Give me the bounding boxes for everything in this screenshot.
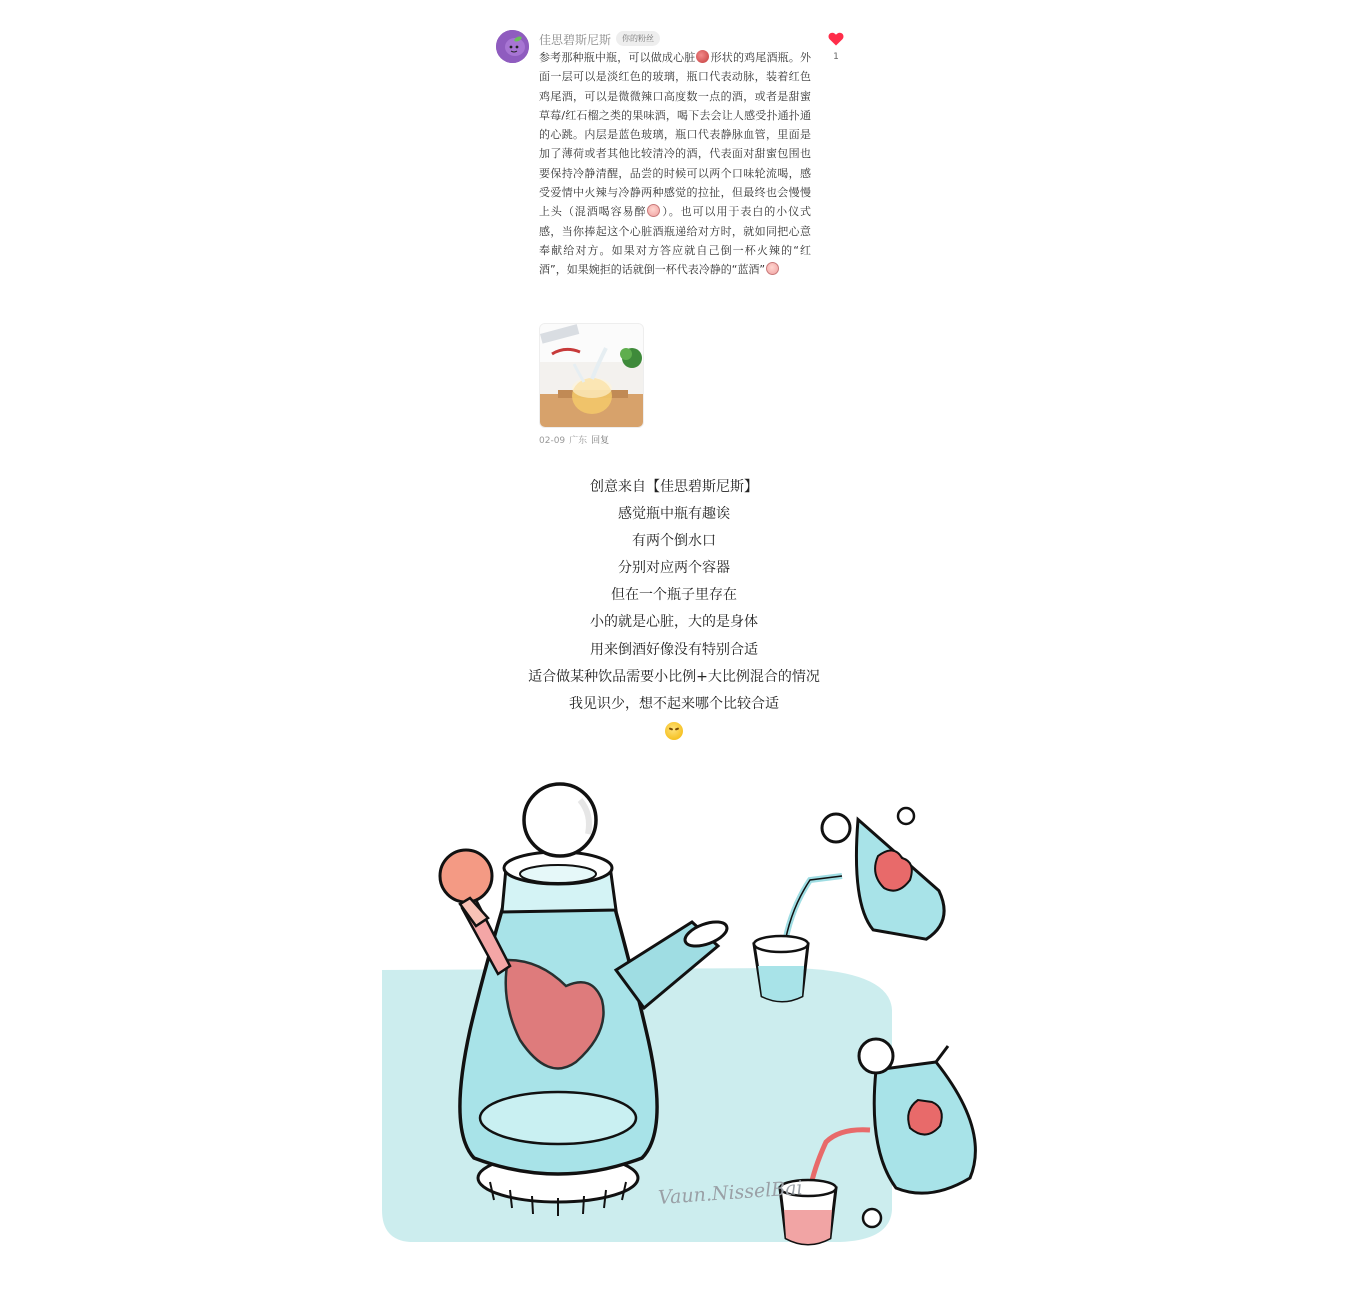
comment-username[interactable]: 佳思碧斯尼斯 — [539, 33, 612, 47]
caption-line: 但在一个瓶子里存在 — [611, 587, 737, 604]
caption-line: 小的就是心脏，大的是身体 — [590, 614, 758, 631]
comment-location: 广东 — [569, 436, 588, 446]
caption-line: 适合做某种饮品需要小比例+大比例混合的情况 — [528, 668, 820, 685]
caption-line: 用来倒酒好像没有特别合适 — [590, 641, 758, 658]
comment-date: 02-09 — [539, 436, 566, 446]
caption — [0, 474, 1348, 740]
like-count: 1 — [833, 52, 839, 62]
comment-text-part: ）。也可以用于表白的小仪式感，当你捧起这个心脏酒瓶递给对方时，就如同把心意奉献给对方。如果对方答应就自己倒一杯火辣的“红酒”，如果婉拒的话就倒一杯代表冷静的“蓝酒” — [539, 205, 812, 277]
fan-badge: 你的粉丝 — [616, 31, 660, 46]
heart-icon — [828, 32, 844, 46]
comment-text-part: 参考那种瓶中瓶，可以做成心脏 — [539, 51, 696, 64]
like-button[interactable] — [827, 31, 845, 50]
grimace-face-emoji-icon — [665, 722, 683, 740]
avatar[interactable] — [496, 30, 529, 63]
caption-line: 我见识少，想不起来哪个比较合适 — [569, 695, 779, 712]
caption-line: 感觉瓶中瓶有趣诶 — [618, 506, 730, 523]
shy-face-emoji-icon — [766, 262, 779, 275]
reply-button[interactable]: 回复 — [591, 436, 610, 446]
caption-line: 有两个倒水口 — [632, 533, 716, 550]
artist-signature: Vaun.NisselBai — [657, 1176, 804, 1210]
blush-face-emoji-icon — [647, 204, 660, 217]
comment-meta — [539, 433, 613, 446]
caption-line: 创意来自【佳思碧斯尼斯】 — [590, 479, 758, 495]
comment-text — [539, 48, 811, 280]
comment-image-thumbnail[interactable] — [539, 323, 644, 428]
bottle-illustration — [370, 770, 1010, 1270]
caption-line: 分别对应两个容器 — [618, 560, 730, 577]
comment-text-part: 形状的鸡尾酒瓶。外面一层可以是淡红色的玻璃，瓶口代表动脉，装着红色鸡尾酒，可以是微微辣口高度数一点的酒，或者是甜蜜草莓/红石榴之类的果味酒，喝下去会让人感受扑通扑通的心跳。内层是蓝色玻璃，瓶口代表静脉血管，里面是加了薄荷或者其他比较清冷的酒，代表面对甜蜜包围也要保持冷静清醒，品尝的时候可以两个口味轮流喝，感受爱情中火辣与冷静两种感觉的拉扯，但最终也会慢慢上头（混酒喝容易醉 — [539, 51, 812, 219]
anatomical-heart-emoji-icon — [696, 50, 709, 63]
